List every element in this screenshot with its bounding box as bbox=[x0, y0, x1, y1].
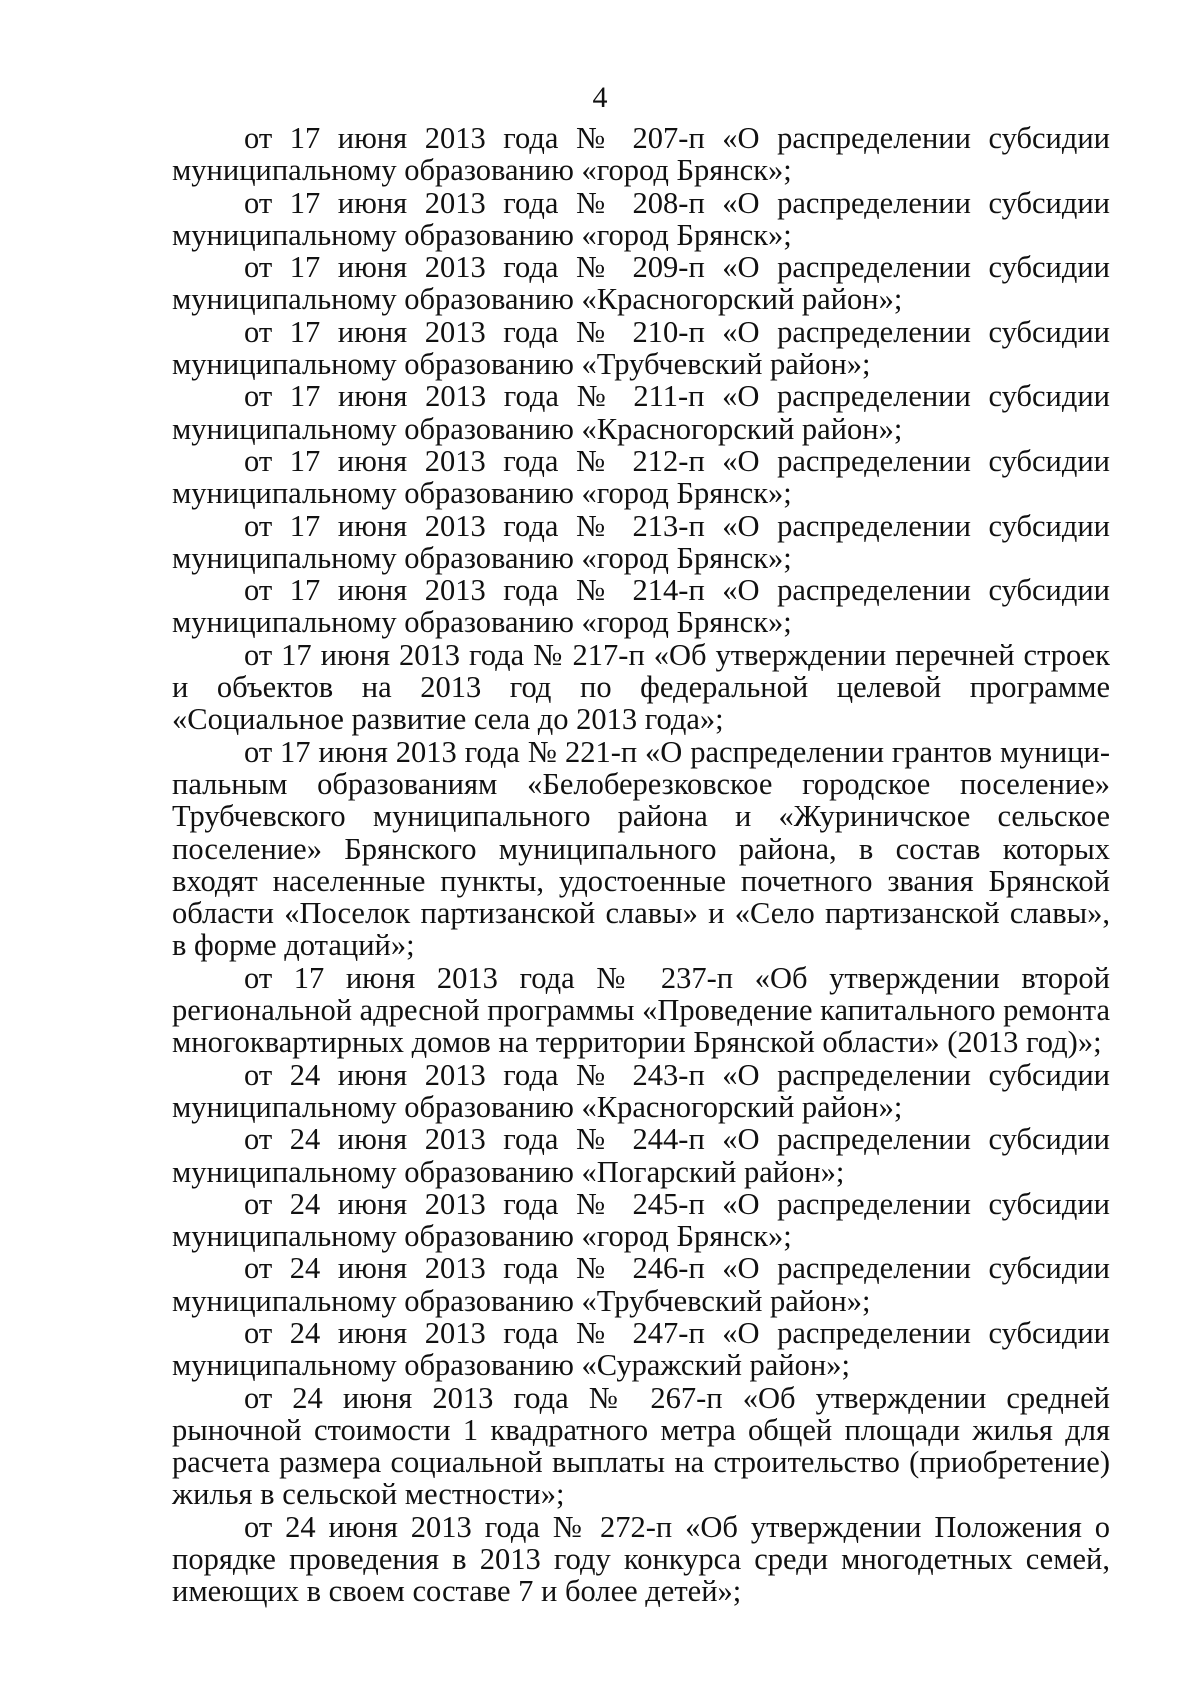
list-item: от 24 июня 2013 года № 267-п «Об утверждении средней рыночной стоимости 1 квадратного метра общей площади жилья для расчета размера социальной выплаты на строительство (приобретение) жилья в сельской местности»; bbox=[172, 1380, 1110, 1512]
list-item: от 17 июня 2013 года № 213-п «О распределении субсидии муниципальному образованию «город Брянск»; bbox=[172, 508, 1110, 575]
page-number: 4 bbox=[592, 81, 608, 114]
list-item: от 17 июня 2013 года № 207-п «О распределении субсидии муниципальному образованию «город Брянск»; bbox=[172, 121, 1110, 188]
list-item: от 17 июня 2013 года № 214-п «О распределении субсидии муниципальному образованию «город Брянск»; bbox=[172, 573, 1110, 640]
list-item: от 24 июня 2013 года № 243-п «О распределении субсидии муниципальному образованию «Красногорский район»; bbox=[172, 1057, 1110, 1124]
list-item: от 24 июня 2013 года № 244-п «О распределении субсидии муниципальному образованию «Погарский район»; bbox=[172, 1122, 1110, 1189]
list-item: от 24 июня 2013 года № 246-п «О распределении субсидии муниципальному образованию «Трубчевский район»; bbox=[172, 1251, 1110, 1318]
list-item: от 24 июня 2013 года № 247-п «О распределении субсидии муниципальному образованию «Суражский район»; bbox=[172, 1315, 1110, 1383]
list-item: от 17 июня 2013 года № 209-п «О распределении субсидии муниципальному образованию «Красногорский район»; bbox=[172, 250, 1110, 317]
list-item: от 24 июня 2013 года № 245-п «О распределении субсидии муниципальному образованию «город Брянск»; bbox=[172, 1186, 1110, 1254]
list-item: от 17 июня 2013 года № 212-п «О распределении субсидии муниципальному образованию «город Брянск»; bbox=[172, 443, 1110, 511]
list-item: от 17 июня 2013 года № 208-п «О распределении субсидии муниципальному образованию «город Брянск»; bbox=[172, 185, 1110, 252]
list-item: от 17 июня 2013 года № 217-п «Об утверждении перечней строек и объектов на 2013 год по федеральной целевой программе «Социальное развитие села до 2013 года»; bbox=[172, 637, 1110, 737]
list-item: от 17 июня 2013 года № 211-п «О распределении субсидии муниципальному образованию «Красногорский район»; bbox=[172, 379, 1110, 446]
list-item: от 17 июня 2013 года № 221-п «О распределении грантов муниципальным образованиям «Белоберезковское городское поселение» Трубчевского муниципального района и «Журиничское сельское поселение» Брянского муниципального района, в состав которых входят населенные пункты, удостоенные почетного звания Брянской области «Поселок партизанской славы» и «Село партизанской славы», в форме дотаций»; bbox=[172, 734, 1110, 963]
list-item: от 17 июня 2013 года № 210-п «О распределении субсидии муниципальному образованию «Трубчевский район»; bbox=[172, 314, 1110, 382]
list-item: от 17 июня 2013 года № 237-п «Об утверждении второй региональной адресной программы «Проведение капитального ремонта многоквартирных домов на территории Брянской области» (2013 год)»; bbox=[172, 960, 1111, 1060]
document-body bbox=[172, 122, 1110, 1608]
list-item: от 24 июня 2013 года № 272-п «Об утверждении Положения о порядке проведения в 2013 году конкурса среди многодетных семей, имеющих в своем составе 7 и более детей»; bbox=[172, 1509, 1110, 1609]
